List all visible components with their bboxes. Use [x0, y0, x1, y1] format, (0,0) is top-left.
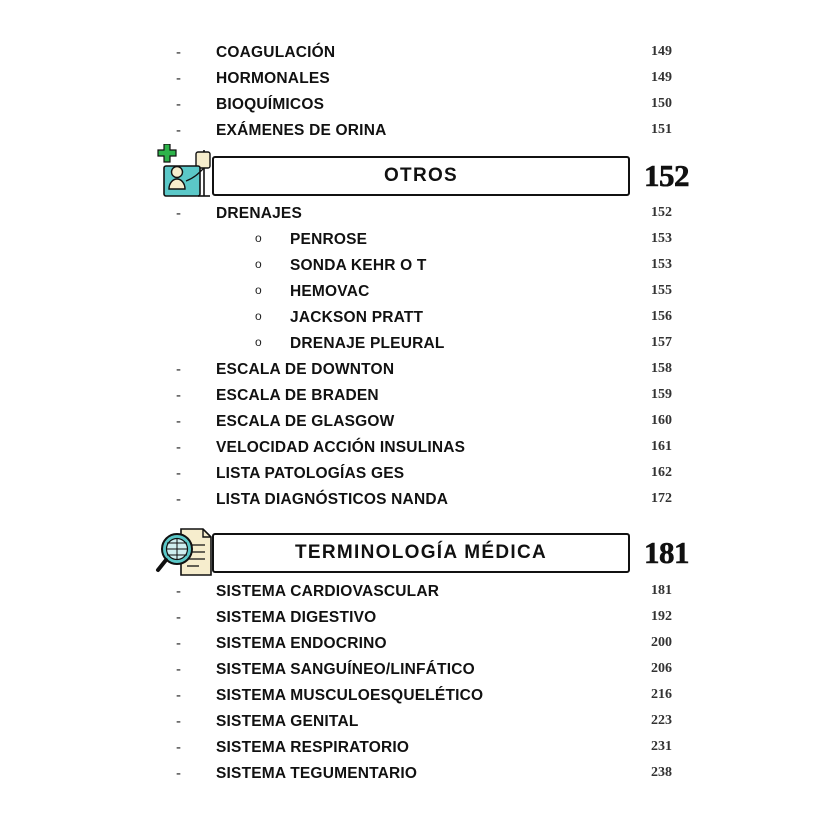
toc-entry-label: BIOQUÍMICOS [216, 96, 325, 113]
toc-entry-label: HORMONALES [216, 70, 330, 87]
list-marker-dash: - [176, 491, 181, 508]
toc-top-group [0, 44, 827, 148]
toc-entry-page: 192 [651, 609, 672, 624]
toc-entry-page: 157 [651, 335, 672, 350]
toc-entry-label: SONDA KEHR O T [290, 257, 427, 274]
list-marker-dash: - [176, 70, 181, 87]
patient-iv-drip-icon [152, 144, 218, 206]
list-marker-dash: - [176, 361, 181, 378]
list-marker-dash: - [176, 122, 181, 139]
toc-entry[interactable] [0, 491, 827, 517]
list-marker-circle: o [255, 283, 262, 297]
toc-entry[interactable] [0, 205, 827, 231]
toc-entry-page: 161 [651, 439, 672, 454]
toc-entry[interactable] [0, 635, 827, 661]
toc-entry-page: 151 [651, 122, 672, 137]
toc-entry[interactable] [0, 231, 827, 257]
toc-entry-label: ESCALA DE DOWNTON [216, 361, 395, 378]
toc-entry[interactable] [0, 661, 827, 687]
toc-entry-page: 160 [651, 413, 672, 428]
toc-entry[interactable] [0, 283, 827, 309]
toc-entry-page: 216 [651, 687, 672, 702]
toc-entry-page: 153 [651, 231, 672, 246]
section-banner-terminologia[interactable] [0, 525, 827, 585]
toc-entry-label: SISTEMA SANGUÍNEO/LINFÁTICO [216, 661, 475, 678]
list-marker-dash: - [176, 44, 181, 61]
list-marker-dash: - [176, 609, 181, 626]
list-marker-dash: - [176, 635, 181, 652]
toc-entry[interactable] [0, 713, 827, 739]
toc-entry-page: 206 [651, 661, 672, 676]
toc-entry-label: ESCALA DE BRADEN [216, 387, 379, 404]
list-marker-circle: o [255, 257, 262, 271]
toc-entry-page: 150 [651, 96, 672, 111]
toc-entry-label: VELOCIDAD ACCIÓN INSULINAS [216, 439, 466, 456]
list-marker-circle: o [255, 231, 262, 245]
toc-entry[interactable] [0, 361, 827, 387]
toc-entry-label: DRENAJE PLEURAL [290, 335, 445, 352]
section-page-number: 152 [644, 158, 689, 193]
toc-entry-label: EXÁMENES DE ORINA [216, 122, 387, 139]
toc-entry[interactable] [0, 413, 827, 439]
list-marker-dash: - [176, 465, 181, 482]
toc-entry-page: 172 [651, 491, 672, 506]
list-marker-dash: - [176, 387, 181, 404]
toc-entry-page: 149 [651, 70, 672, 85]
toc-entry[interactable] [0, 687, 827, 713]
toc-entry[interactable] [0, 387, 827, 413]
list-marker-dash: - [176, 739, 181, 756]
toc-entry-page: 156 [651, 309, 672, 324]
toc-entry[interactable] [0, 70, 827, 96]
toc-entry-page: 159 [651, 387, 672, 402]
toc-entry-label: SISTEMA RESPIRATORIO [216, 739, 410, 756]
toc-entry-page: 200 [651, 635, 672, 650]
toc-entry-label: LISTA PATOLOGÍAS GES [216, 465, 405, 482]
toc-entry[interactable] [0, 122, 827, 148]
section-title: TERMINOLOGÍA MÉDICA [295, 542, 547, 563]
toc-group-terminologia [0, 583, 827, 791]
toc-entry[interactable] [0, 439, 827, 465]
list-marker-dash: - [176, 713, 181, 730]
toc-entry-page: 238 [651, 765, 672, 780]
section-banner-otros[interactable] [0, 148, 827, 208]
section-page-number: 181 [644, 535, 689, 570]
list-marker-dash: - [176, 687, 181, 704]
list-marker-circle: o [255, 335, 262, 349]
section-title-box[interactable] [212, 156, 630, 196]
toc-entry-page: 155 [651, 283, 672, 298]
toc-entry[interactable] [0, 309, 827, 335]
toc-entry-label: DRENAJES [216, 205, 303, 222]
toc-entry-label: COAGULACIÓN [216, 44, 336, 61]
toc-entry[interactable] [0, 44, 827, 70]
toc-entry-page: 152 [651, 205, 672, 220]
toc-entry[interactable] [0, 739, 827, 765]
toc-entry-label: SISTEMA DIGESTIVO [216, 609, 377, 626]
toc-entry-label: SISTEMA GENITAL [216, 713, 359, 730]
toc-entry-page: 231 [651, 739, 672, 754]
list-marker-dash: - [176, 661, 181, 678]
toc-entry[interactable] [0, 465, 827, 491]
toc-group-otros [0, 205, 827, 517]
toc-entry[interactable] [0, 765, 827, 791]
list-marker-dash: - [176, 96, 181, 113]
toc-entry[interactable] [0, 583, 827, 609]
toc-entry-label: LISTA DIAGNÓSTICOS NANDA [216, 491, 449, 508]
toc-entry-page: 153 [651, 257, 672, 272]
list-marker-dash: - [176, 583, 181, 600]
toc-entry[interactable] [0, 335, 827, 361]
toc-entry-label: SISTEMA ENDOCRINO [216, 635, 387, 652]
toc-entry-label: PENROSE [290, 231, 368, 248]
list-marker-dash: - [176, 439, 181, 456]
list-marker-dash: - [176, 413, 181, 430]
toc-entry-label: HEMOVAC [290, 283, 370, 300]
toc-entry-page: 158 [651, 361, 672, 376]
list-marker-dash: - [176, 205, 181, 222]
toc-entry[interactable] [0, 96, 827, 122]
toc-entry-label: JACKSON PRATT [290, 309, 424, 326]
toc-entry-label: SISTEMA MUSCULOESQUELÉTICO [216, 687, 484, 704]
toc-entry-page: 149 [651, 44, 672, 59]
toc-entry-label: ESCALA DE GLASGOW [216, 413, 395, 430]
toc-entry-page: 162 [651, 465, 672, 480]
toc-entry-page: 223 [651, 713, 672, 728]
list-marker-circle: o [255, 309, 262, 323]
toc-entry[interactable] [0, 257, 827, 283]
section-title-box[interactable] [212, 533, 630, 573]
toc-entry-page: 181 [651, 583, 672, 598]
toc-entry-label: SISTEMA TEGUMENTARIO [216, 765, 418, 782]
section-title: OTROS [383, 165, 459, 186]
toc-entry[interactable] [0, 609, 827, 635]
list-marker-dash: - [176, 765, 181, 782]
toc-entry-label: SISTEMA CARDIOVASCULAR [216, 583, 440, 600]
